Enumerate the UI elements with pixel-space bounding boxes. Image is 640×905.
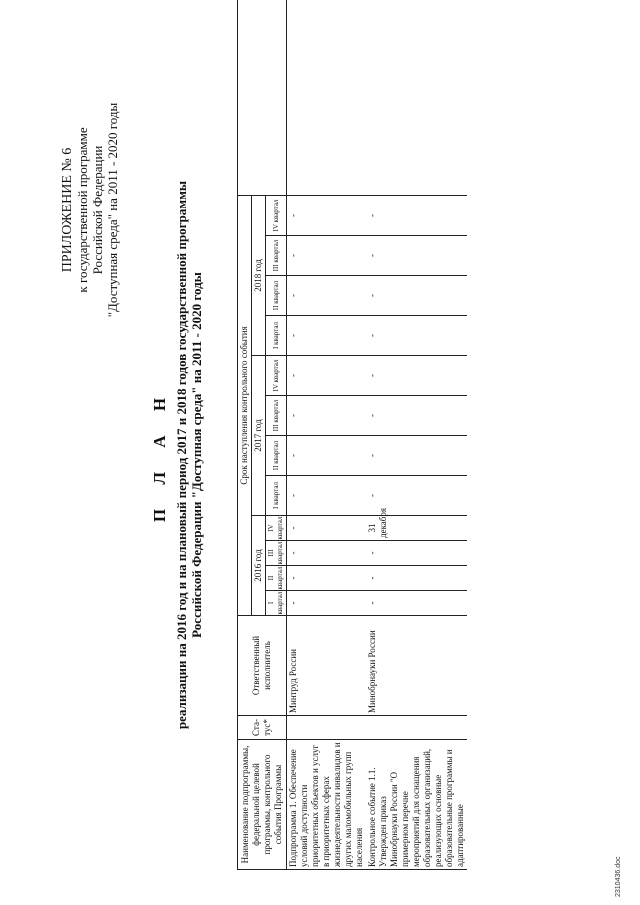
appendix-line-3: "Доступная среда" на 2011 - 2020 годы (105, 102, 120, 318)
header-year-2018: 2018 год (252, 195, 266, 355)
header-quarter: I квартал (266, 591, 287, 616)
quarter-cell: - (287, 195, 367, 235)
quarter-cell: - (287, 541, 367, 566)
quarter-cell: - (366, 436, 467, 476)
header-responsible: Ответственный исполнитель (238, 616, 287, 716)
appendix-line-2: Российской Федерации (90, 145, 105, 275)
quarter-cell: - (366, 591, 467, 616)
row-blank (287, 0, 367, 195)
row-name: Подпрограмма 1. Обеспечение условий доступности приоритетных объектов и услуг в приоритетных сферах жизнедеятельности инвалидов и других маломобильных групп населения (287, 740, 367, 870)
quarter-cell: - (366, 476, 467, 516)
quarter-cell: - (287, 516, 367, 541)
file-label: 2310436.doc (615, 856, 622, 897)
plan-subtitle-1: реализации на 2016 год и на плановый период 2017 и 2018 годов государственной программы (174, 180, 189, 730)
quarter-cell: - (366, 541, 467, 566)
header-quarter: III квартал (266, 236, 287, 276)
quarter-cell: - (287, 316, 367, 356)
header-quarter: IV квартал (266, 356, 287, 396)
quarter-cell: - (287, 476, 367, 516)
quarter-cell: - (287, 356, 367, 396)
header-name: Наименование подпрограммы, федеральной целевой программы, контрольного события Программы (238, 740, 287, 870)
row-responsible: Минобрнауки России (366, 616, 467, 716)
plan-heading (150, 105, 204, 805)
table-row (366, 0, 467, 870)
header-year-2016: 2016 год (252, 516, 266, 616)
row-status (366, 716, 467, 740)
header-quarter: II квартал (266, 276, 287, 316)
quarter-cell: - (366, 236, 467, 276)
quarter-cell: - (287, 566, 367, 591)
header-year-2017: 2017 год (252, 356, 266, 516)
quarter-cell: - (366, 396, 467, 436)
quarter-cell: 31 декабря (366, 516, 467, 541)
quarter-cell: - (366, 356, 467, 396)
header-quarter: III квартал (266, 541, 287, 566)
quarter-cell: - (366, 316, 467, 356)
header-deadline: Срок наступления контрольного события (238, 195, 252, 615)
header-quarter: I квартал (266, 316, 287, 356)
header-quarter: II квартал (266, 436, 287, 476)
quarter-cell: - (287, 276, 367, 316)
row-responsible: Минтруд России (287, 616, 367, 716)
header-quarter: II квартал (266, 566, 287, 591)
header-quarter: I квартал (266, 476, 287, 516)
appendix-block (60, 30, 120, 390)
quarter-cell: - (366, 566, 467, 591)
appendix-title: ПРИЛОЖЕНИЕ № 6 (60, 147, 75, 273)
plan-table (237, 0, 467, 870)
quarter-cell: - (366, 195, 467, 235)
header-quarter: IV квартал (266, 195, 287, 235)
row-blank (366, 0, 467, 195)
plan-subtitle-2: Российской Федерации "Доступная среда" на 2011 - 2020 годы (189, 272, 204, 638)
quarter-cell: - (287, 396, 367, 436)
plan-title: П Л А Н (150, 387, 169, 523)
quarter-cell: - (287, 236, 367, 276)
row-name: Контрольное событие 1.1. Утвержден приказ Минобрнауки России "О примерном перечне мероприятий для оснащения образовательных организаций, реализующих основные образовательные программы и адаптированные (366, 740, 467, 870)
quarter-cell: - (287, 591, 367, 616)
header-blank (238, 0, 287, 195)
appendix-line-1: к государственной программе (75, 127, 90, 293)
table-row (287, 0, 367, 870)
row-status (287, 716, 367, 740)
header-status: Ста-тус* (238, 716, 287, 740)
quarter-cell: - (366, 276, 467, 316)
header-quarter: IV квартал (266, 516, 287, 541)
header-quarter: III квартал (266, 396, 287, 436)
quarter-cell: - (287, 436, 367, 476)
